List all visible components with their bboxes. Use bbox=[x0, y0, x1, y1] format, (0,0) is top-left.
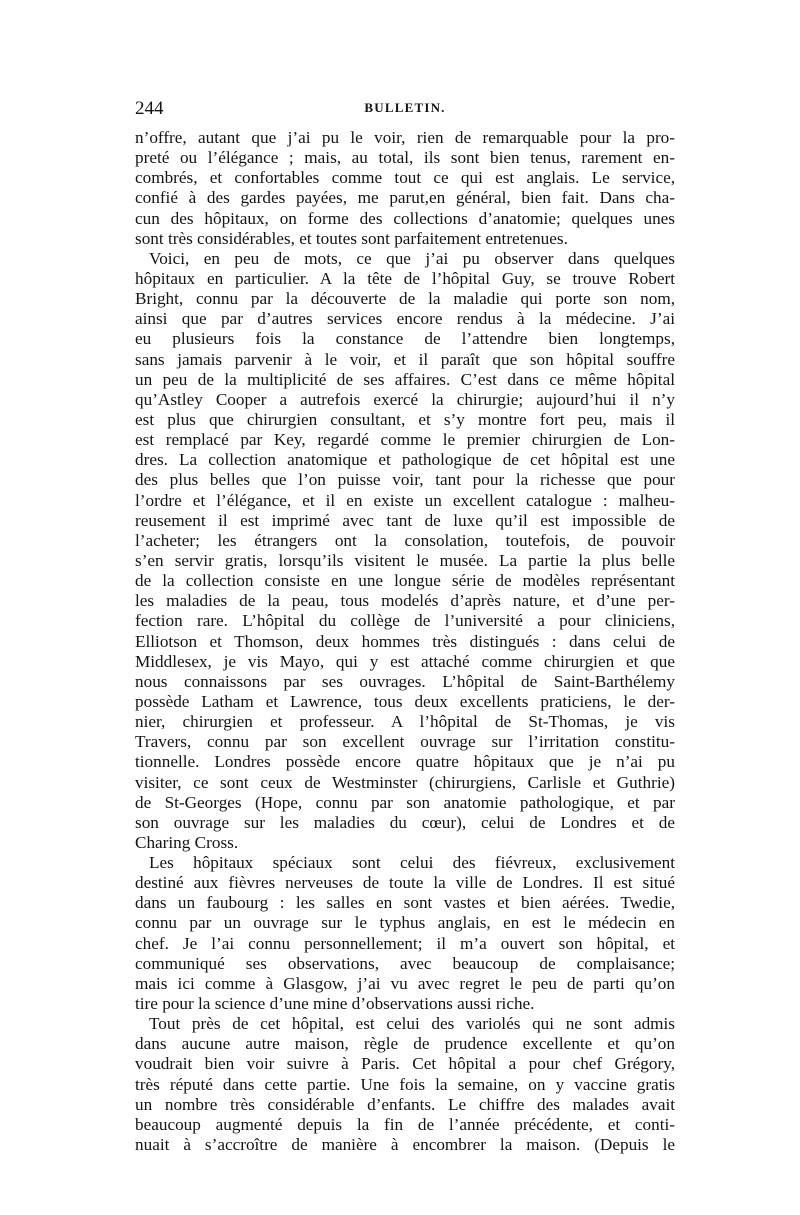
text-line: Bright, connu par la découverte de la maladie qui porte son nom, bbox=[135, 289, 675, 309]
text-line: preté ou l’élégance ; mais, au total, ils sont bien tenus, rarement en- bbox=[135, 148, 675, 168]
text-line: s’en servir gratis, lorsqu’ils visitent le musée. La partie la plus belle bbox=[135, 550, 675, 570]
paragraph bbox=[135, 1014, 675, 1155]
text-line: de la collection consiste en une longue série de modèles représentant bbox=[135, 571, 675, 591]
text-line: nous connaissons par ses ouvrages. L’hôpital de Saint-Barthélemy bbox=[135, 671, 675, 691]
text-line: destiné aux fièvres nerveuses de toute la ville de Londres. Il est situé bbox=[135, 873, 675, 893]
body-text bbox=[135, 128, 675, 1155]
text-line: des plus belles que l’on puisse voir, tant pour la richesse que pour bbox=[135, 470, 675, 490]
text-line: tire pour la science d’une mine d’observations aussi riche. bbox=[135, 994, 535, 1014]
text-line: dans un faubourg : les salles en sont vastes et bien aérées. Twedie, bbox=[135, 893, 675, 913]
text-line: Les hôpitaux spéciaux sont celui des fiévreux, exclusivement bbox=[149, 853, 675, 873]
text-line: dres. La collection anatomique et pathologique de cet hôpital est une bbox=[135, 450, 675, 470]
text-line: très réputé dans cette partie. Une fois la semaine, on y vaccine gratis bbox=[135, 1074, 675, 1094]
text-line: un peu de la multiplicité de ses affaires. C’est dans ce même hôpital bbox=[135, 369, 675, 389]
text-line: communiqué ses observations, avec beaucoup de complaisance; bbox=[135, 953, 675, 973]
page-header bbox=[135, 98, 675, 128]
book-page bbox=[135, 98, 675, 1155]
text-line: les maladies de la peau, tous modelés d’après nature, et d’une per- bbox=[135, 591, 675, 611]
text-line: cun des hôpitaux, on forme des collections d’anatomie; quelques unes bbox=[135, 208, 675, 228]
paragraph bbox=[135, 853, 675, 1014]
page-number: 244 bbox=[135, 98, 164, 119]
text-line: l’acheter; les étrangers ont la consolation, toutefois, de pouvoir bbox=[135, 530, 675, 550]
paragraph bbox=[135, 128, 675, 249]
text-line: son ouvrage sur les maladies du cœur), celui de Londres et de bbox=[135, 812, 675, 832]
text-line: mais ici comme à Glasgow, j’ai vu avec regret le peu de parti qu’on bbox=[135, 973, 675, 993]
text-line: visiter, ce sont ceux de Westminster (chirurgiens, Carlisle et Guthrie) bbox=[135, 772, 675, 792]
text-line: qu’Astley Cooper a autrefois exercé la chirurgie; aujourd’hui il n’y bbox=[135, 389, 675, 409]
text-line: dans aucune autre maison, règle de prudence excellente et qu’on bbox=[135, 1034, 675, 1054]
text-line: Tout près de cet hôpital, est celui des variolés qui ne sont admis bbox=[149, 1014, 675, 1034]
text-line: nier, chirurgien et professeur. A l’hôpital de St-Thomas, je vis bbox=[135, 712, 675, 732]
text-line: chef. Je l’ai connu personnellement; il m’a ouvert son hôpital, et bbox=[135, 933, 675, 953]
text-line: Charing Cross. bbox=[135, 832, 239, 852]
text-line: est remplacé par Key, regardé comme le premier chirurgien de Lon- bbox=[135, 430, 675, 450]
text-line: l’ordre et l’élégance, et il en existe un excellent catalogue : malheu- bbox=[135, 490, 675, 510]
text-line: Elliotson et Thomson, deux hommes très distingués : dans celui de bbox=[135, 631, 675, 651]
text-line: Travers, connu par son excellent ouvrage sur l’irritation constitu- bbox=[135, 732, 675, 752]
text-line: tionnelle. Londres possède encore quatre hôpitaux que je n’ai pu bbox=[135, 752, 675, 772]
text-line: de St-Georges (Hope, connu par son anatomie pathologique, et par bbox=[135, 792, 675, 812]
paragraph bbox=[135, 249, 675, 853]
text-line: beaucoup augmenté depuis la fin de l’année précédente, et conti- bbox=[135, 1114, 675, 1134]
text-line: confié à des gardes payées, me parut,en général, bien fait. Dans cha- bbox=[135, 188, 675, 208]
text-line: un nombre très considérable d’enfants. Le chiffre des malades avait bbox=[135, 1094, 675, 1114]
text-line: sont très considérables, et toutes sont parfaitement entretenues. bbox=[135, 228, 568, 248]
text-line: possède Latham et Lawrence, tous deux excellents praticiens, le der- bbox=[135, 691, 675, 711]
text-line: voudrait bien voir suivre à Paris. Cet hôpital a pour chef Grégory, bbox=[135, 1054, 675, 1074]
text-line: n’offre, autant que j’ai pu le voir, rien de remarquable pour la pro- bbox=[135, 128, 675, 147]
text-line: connu par un ouvrage sur le typhus anglais, en est le médecin en bbox=[135, 913, 675, 933]
text-line: Voici, en peu de mots, ce que j’ai pu observer dans quelques bbox=[149, 248, 675, 268]
text-line: reusement il est imprimé avec tant de luxe qu’il est impossible de bbox=[135, 510, 675, 530]
text-line: sans jamais parvenir à le voir, et il paraît que son hôpital souffre bbox=[135, 349, 675, 369]
text-line: ainsi que par d’autres services encore rendus à la médecine. J’ai bbox=[135, 309, 675, 329]
running-title: BULLETIN. bbox=[364, 100, 446, 115]
text-line: hôpitaux en particulier. A la tête de l’hôpital Guy, se trouve Robert bbox=[135, 268, 675, 288]
text-line: est plus que chirurgien consultant, et s’y montre fort peu, mais il bbox=[135, 409, 675, 429]
text-line: nuait à s’accroître de manière à encombrer la maison. (Depuis le bbox=[135, 1135, 675, 1155]
text-line: fection rare. L’hôpital du collège de l’université a pour cliniciens, bbox=[135, 611, 675, 631]
text-line: Middlesex, je vis Mayo, qui y est attaché comme chirurgien et que bbox=[135, 651, 675, 671]
text-line: combrés, et confortables comme tout ce qui est anglais. Le service, bbox=[135, 168, 675, 188]
text-line: eu plusieurs fois la constance de l’attendre bien longtemps, bbox=[135, 329, 675, 349]
